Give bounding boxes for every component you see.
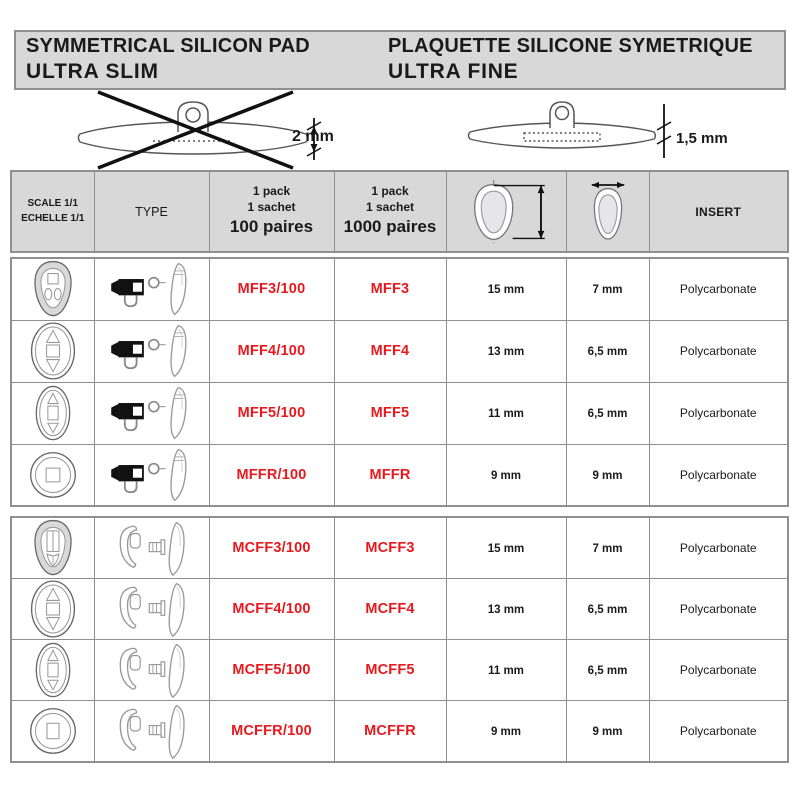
table-row bbox=[11, 382, 788, 444]
table-row bbox=[11, 444, 788, 506]
header-pack-100 bbox=[209, 171, 334, 252]
pad-shape-oval-wide-icon bbox=[23, 321, 83, 381]
rejected-pad-profile-icon bbox=[68, 90, 323, 170]
pad-length-value: 13 mm bbox=[487, 604, 525, 616]
pad-shape-teardrop-icon bbox=[23, 259, 83, 319]
pad-width-value: 7 mm bbox=[592, 543, 623, 555]
table-row bbox=[11, 517, 788, 579]
title-french bbox=[388, 34, 784, 85]
ref-1000-pack: MFF5 bbox=[370, 405, 410, 421]
header-pack1000-line1: 1 pack bbox=[371, 184, 409, 199]
table-row bbox=[11, 640, 788, 701]
insert-material: Polycarbonate bbox=[679, 541, 757, 555]
insert-material: Polycarbonate bbox=[679, 344, 757, 358]
product-subtitle-en: ULTRA SLIM bbox=[26, 60, 159, 84]
pad-shape-round-icon bbox=[23, 701, 83, 761]
insert-material: Polycarbonate bbox=[679, 406, 757, 420]
pad-length-value: 15 mm bbox=[487, 543, 525, 555]
ref-100-pack: MCFF4/100 bbox=[232, 601, 311, 617]
pad-length-value: 9 mm bbox=[490, 469, 522, 482]
pad-length-value: 11 mm bbox=[488, 408, 524, 420]
header-type-label: TYPE bbox=[135, 204, 168, 219]
ref-100-pack: MFF5/100 bbox=[237, 405, 306, 421]
header-length-column bbox=[446, 171, 566, 252]
pad-shape-round-icon bbox=[23, 445, 83, 505]
pad-width-value: 6,5 mm bbox=[587, 665, 628, 677]
approved-pad-profile-icon bbox=[462, 90, 672, 170]
header-insert-label: INSERT bbox=[695, 204, 742, 219]
header-pack100-line1: 1 pack bbox=[252, 184, 291, 199]
table-row bbox=[11, 701, 788, 763]
pad-width-value: 9 mm bbox=[592, 469, 623, 482]
insert-material: Polycarbonate bbox=[679, 467, 757, 482]
hook-mount-icon bbox=[102, 519, 202, 577]
header-pack1000-line3: 1000 paires bbox=[343, 216, 437, 236]
header-scale bbox=[11, 171, 94, 252]
ref-100-pack: MCFFR/100 bbox=[231, 723, 312, 739]
pad-shape-oval-narrow-icon bbox=[23, 640, 83, 700]
insert-material: Polycarbonate bbox=[679, 724, 757, 738]
hook-mount-icon bbox=[102, 702, 202, 760]
clip-mount-icon bbox=[102, 384, 202, 442]
header-pack100-line2: 1 sachet bbox=[247, 200, 296, 215]
clip-mount-icon bbox=[102, 446, 202, 504]
header-scale-line2: ECHELLE 1/1 bbox=[21, 212, 85, 224]
ref-1000-pack: MCFFR bbox=[364, 723, 416, 739]
hook-mount-icon bbox=[102, 580, 202, 638]
ref-1000-pack: MFF3 bbox=[370, 281, 410, 298]
rejected-thickness-label: 2 mm bbox=[292, 128, 334, 145]
mcff-series-table bbox=[10, 516, 789, 763]
product-title-fr: PLAQUETTE SILICONE SYMETRIQUE bbox=[388, 35, 753, 58]
clip-mount-icon bbox=[102, 260, 202, 318]
pad-length-value: 13 mm bbox=[487, 346, 525, 358]
ref-100-pack: MCFF5/100 bbox=[232, 662, 311, 678]
ref-1000-pack: MFFR bbox=[369, 466, 411, 483]
header-pack-1000 bbox=[334, 171, 446, 252]
pad-width-value: 6,5 mm bbox=[587, 346, 628, 358]
approved-thickness-label: 1,5 mm bbox=[676, 130, 728, 147]
thickness-diagrams bbox=[0, 90, 800, 170]
pad-length-value: 11 mm bbox=[488, 665, 524, 677]
ref-100-pack: MFF4/100 bbox=[237, 343, 306, 359]
title-english bbox=[16, 34, 388, 85]
ref-1000-pack: MCFF4 bbox=[365, 601, 415, 617]
table-row bbox=[11, 579, 788, 640]
insert-material: Polycarbonate bbox=[679, 663, 757, 677]
header-pack100-line3: 100 paires bbox=[229, 216, 314, 236]
ref-1000-pack: MFF4 bbox=[370, 343, 410, 359]
hook-mount-icon bbox=[102, 641, 202, 699]
header-insert bbox=[649, 171, 788, 252]
ref-100-pack: MFFR/100 bbox=[236, 466, 307, 483]
ref-100-pack: MCFF3/100 bbox=[232, 540, 311, 556]
header-width-column bbox=[566, 171, 649, 252]
insert-material: Polycarbonate bbox=[679, 602, 757, 616]
pad-width-value: 9 mm bbox=[592, 726, 623, 738]
table-row bbox=[11, 258, 788, 320]
mff-series-table bbox=[10, 257, 789, 507]
header-scale-line1: SCALE 1/1 bbox=[27, 198, 79, 209]
pad-length-diagram-icon bbox=[454, 177, 558, 247]
insert-material: Polycarbonate bbox=[679, 282, 757, 297]
product-title-en: SYMMETRICAL SILICON PAD bbox=[26, 35, 310, 58]
pad-width-value: 6,5 mm bbox=[587, 408, 628, 420]
header-type bbox=[94, 171, 209, 252]
spec-table-header bbox=[10, 170, 789, 253]
pad-shape-teardrop-icon bbox=[23, 518, 83, 578]
pad-width-diagram-icon bbox=[572, 178, 644, 246]
ref-100-pack: MFF3/100 bbox=[237, 281, 306, 298]
pad-shape-oval-wide-icon bbox=[23, 579, 83, 639]
title-bar bbox=[14, 30, 786, 90]
product-subtitle-fr: ULTRA FINE bbox=[388, 60, 519, 84]
table-row bbox=[11, 320, 788, 382]
pad-width-value: 6,5 mm bbox=[587, 604, 628, 616]
header-pack1000-line2: 1 sachet bbox=[365, 200, 415, 215]
ref-1000-pack: MCFF5 bbox=[365, 662, 415, 678]
pad-length-value: 15 mm bbox=[487, 284, 525, 297]
pad-shape-oval-narrow-icon bbox=[23, 383, 83, 443]
ref-1000-pack: MCFF3 bbox=[365, 540, 415, 556]
pad-length-value: 9 mm bbox=[490, 726, 522, 738]
clip-mount-icon bbox=[102, 322, 202, 380]
pad-width-value: 7 mm bbox=[592, 284, 623, 297]
